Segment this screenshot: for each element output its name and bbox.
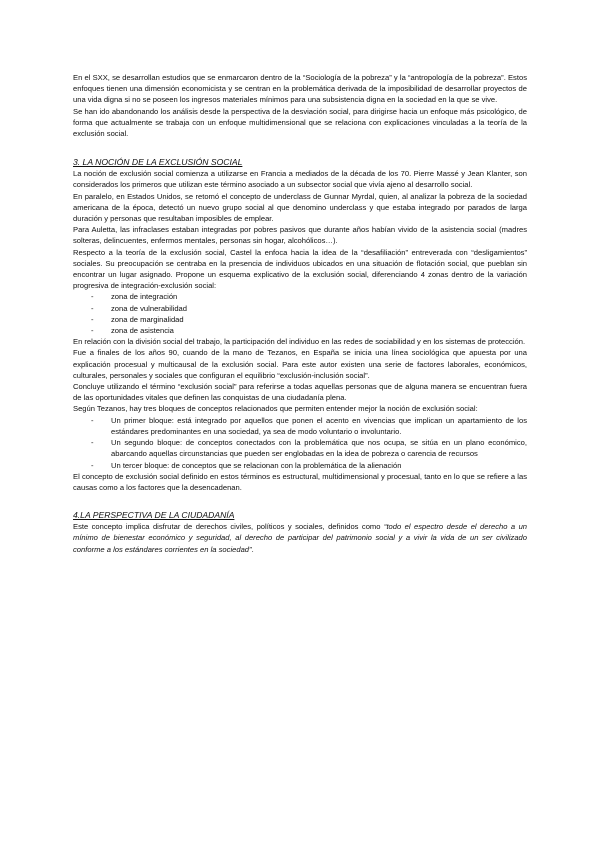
paragraph: Según Tezanos, hay tres bloques de conceptos relacionados que permiten entender mejor la noción de exclusión social: — [73, 404, 478, 414]
paragraph: Para Auletta, las infraclases estaban integradas por pobres pasivos que durante años habían vivido de la asistencia social (madres solteras, delincuentes, enfermos mentales, personas sin hogar, alcohólicos…). — [73, 225, 527, 246]
paragraph-end: . — [251, 544, 254, 554]
section-heading-exclusion: 3. LA NOCIÓN DE LA EXCLUSIÓN SOCIAL — [73, 157, 243, 168]
paragraph: En el SXX, se desarrollan estudios que se enmarcaron dentro de la “Sociología de la pobreza” y la “antropología de la pobreza”. Estos enfoques tienen una dimensión economicista y se centran en la problemática derivada de la imposibilidad de desarrollar proyectos de una vida digna si no se poseen los ingresos materiales mínimos para una subsistencia digna en la sociedad en la que se vive. — [73, 73, 527, 105]
paragraph: La noción de exclusión social comienza a utilizarse en Francia a mediados de la década de los 70. Pierre Massé y Jean Klanter, son considerados los primeros que utilizan este término asociado a un subsector social que vivía ajeno al desarrollo social. — [73, 169, 527, 190]
list-item: - zona de marginalidad — [73, 314, 527, 325]
list-item: - zona de asistencia — [73, 325, 527, 336]
zones-list — [73, 291, 527, 336]
list-item: - zona de integración — [73, 291, 527, 302]
paragraph-intro: Este concepto implica disfrutar de derechos civiles, políticos y sociales, definidos como — [73, 522, 384, 532]
page-content — [73, 72, 527, 555]
paragraph: En paralelo, en Estados Unidos, se retomó el concepto de underclass de Gunnar Myrdal, quien, al analizar la pobreza de la sociedad americana de la época, detectó un nuevo grupo social al que denomino underclass y que estaba integrado por parados de larga duración y personas que resultaban imposibles de emplear. — [73, 191, 527, 224]
paragraph — [73, 521, 527, 555]
paragraph: Concluye utilizando el término “exclusión social” para referirse a todas aquellas personas que de alguna manera se encuentran fuera de las oportunidades vitales que definen las conquistas de una ciudadanía plena. — [73, 382, 527, 403]
paragraph: Se han ido abandonando los análisis desde la perspectiva de la desviación social, para dirigirse hacia un enfoque más psicológico, de forma que actualmente se trabaja con un enfoque multidimensional que se relaciona con explicaciones vinculadas a la teoría de la exclusión social. — [73, 106, 527, 139]
spacer — [73, 139, 527, 156]
paragraph: Respecto a la teoría de la exclusión social, Castel la enfoca hacia la idea de la “desafiliación” entreverada con “desligamientos” sociales. Su preocupación se centraba en la presencia de individuos ubicados en una situación de flotación social, que pueblan sin encontrar un lugar asignado. Propone un esquema explicativo de la exclusión social, diferenciando 4 zonas dentro de la variación progresiva de integración-exclusión social: — [73, 247, 527, 291]
paragraph: Fue a finales de los años 90, cuando de la mano de Tezanos, en España se inicia una línea sociológica que apuesta por una explicación procesual y multicausal de la exclusión social. Para este autor existen una serie de factores laborales, económicos, culturales, personales y sociales que configuran el equilibrio “exclusión-inclusión social”. — [73, 348, 527, 380]
list-item: - Un tercer bloque: de conceptos que se relacionan con la problemática de la alienación — [73, 460, 527, 471]
citation-quote: “todo el espectro desde el derecho a un mínimo de bienestar económico y seguridad, al derecho de participar del patrimonio social y a vivir la vida de un ser civilizado conforme a los estándares corrientes en la sociedad” — [73, 522, 528, 554]
spacer — [73, 493, 527, 509]
blocks-list — [73, 415, 527, 471]
paragraph: En relación con la división social del trabajo, la participación del individuo en las redes de sociabilidad y en los sistemas de protección. — [73, 337, 526, 347]
list-item: - zona de vulnerabilidad — [73, 303, 527, 314]
list-item: - Un segundo bloque: de conceptos conectados con la problemática que nos ocupa, se sitúa en un plano económico, abarcando aquellas circunstancias que pueden ser englobadas en la idea de pobreza o carencia de recursos — [73, 437, 527, 459]
paragraph: El concepto de exclusión social definido en estos términos es estructural, multidimensional y procesual, tanto en lo que se refiere a las causas como a los factores que la desencadenan. — [73, 471, 527, 492]
list-item: - Un primer bloque: está integrado por aquellos que ponen el acento en vivencias que implican un apartamiento de los estándares predominantes en una sociedad, ya sea de modo voluntario o involuntario. — [73, 415, 527, 437]
section-heading-citizenship: 4.LA PERSPECTIVA DE LA CIUDADANÍA — [73, 510, 235, 521]
